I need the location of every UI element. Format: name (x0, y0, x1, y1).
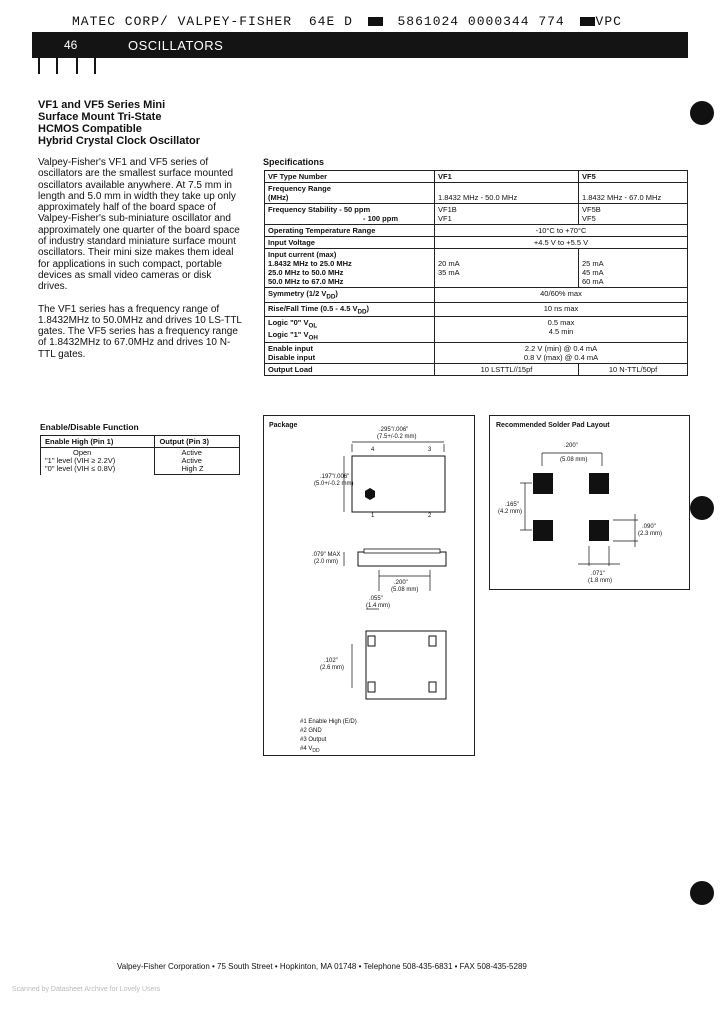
intro-paragraph: The VF1 series has a frequency range of 1.8432MHz to 50.0MHz and drives 10 LS-TTL gates. The VF5 series has a frequency range of 1.8432MHz to 67.0MHz and drives 10 N-TTL gates. (38, 303, 242, 360)
logic0-value: 0.5 max (547, 318, 575, 327)
table-row (265, 204, 688, 225)
dim-pitch-mm: (5.08 mm) (391, 587, 419, 593)
table-row (265, 249, 688, 288)
enable-value: 2.2 V (min) @ 0.4 mA (524, 344, 598, 353)
table-cell (435, 343, 688, 364)
table-row (265, 343, 688, 364)
logic1-label: Logic "1" V (268, 329, 309, 339)
table-header: Output (Pin 3) (155, 436, 240, 448)
solder-drawing (490, 416, 689, 589)
binder-hole-icon (690, 101, 714, 125)
dim-right: .090" (642, 524, 656, 530)
pin-list (300, 718, 357, 756)
enable-level0: "0" level (VIH ≤ 0.8V) (45, 464, 116, 474)
dim-width-mm: (5.0+/-0.2 mm) (314, 481, 354, 487)
page-number: 46 (64, 38, 78, 52)
stab-50: - 50 ppm (339, 205, 371, 214)
header-suffix: VPC (595, 14, 622, 29)
table-cell: Rise/Fall Time (0.5 - 4.5 $V_{DD}$) (265, 302, 435, 317)
pin-item-sub: DD (312, 748, 320, 755)
cur-range: 50.0 MHz to 67.0 MHz (268, 277, 344, 286)
table-cell: Symmetry (1/2 $V_{DD}$) (265, 288, 435, 303)
dim-length: .295"/.006" (379, 427, 409, 433)
dim-bottom-mm: (1.8 mm) (588, 578, 612, 584)
table-cell: 40/60% max (435, 288, 688, 303)
dim-width: .197"/.006" (320, 474, 350, 480)
heading-line: HCMOS Compatible (38, 123, 142, 135)
dim-pitch: .200" (394, 580, 408, 586)
solder-pad-diagram (489, 415, 690, 590)
logic0-label: Logic "0" V (268, 318, 309, 327)
table-row (41, 448, 240, 475)
table-row (265, 183, 688, 204)
disable-value: 0.8 V (max) @ 0.4 mA (523, 353, 599, 362)
enable-label: Enable input (268, 344, 313, 353)
table-cell: Input Voltage (265, 237, 435, 249)
heading-line: VF1 and VF5 Series Mini (38, 99, 166, 111)
stab-vf1-50: VF1B (438, 205, 457, 214)
cur-label: Input current (max) (268, 250, 337, 259)
intro-paragraph: Valpey-Fisher's VF1 and VF5 series of oscillators are the smallest surface mounted oscillators available anywhere. At 7.5 mm in length and 5.0 mm in width they take up only approximately half of the board space of Valpey-Fisher's sub-miniature oscillator and approximately one quarter of the board space of industry standard miniature surface mount oscillators. Their mini size makes them ideal for applications in such compact, portable devices as small video cameras or disk drives. (38, 157, 240, 293)
dim-pad2-mm: (2.6 mm) (320, 665, 344, 671)
freq-label: Frequency Range (268, 184, 331, 193)
table-cell: 10 N-TTL/50pf (579, 364, 688, 376)
stab-label: Frequency Stability (268, 205, 338, 214)
table-cell (435, 204, 579, 225)
specs-table (264, 170, 688, 376)
dim-pad2: .102" (324, 658, 338, 664)
output-active: Active (181, 448, 202, 457)
heading-line: Hybrid Crystal Clock Oscillator (38, 135, 200, 147)
enable-open: Open (73, 448, 92, 458)
pin-item: #1 Enable High (E/D) (300, 719, 357, 725)
header-company: MATEC CORP/ VALPEY-FISHER (72, 14, 293, 29)
table-cell (579, 204, 688, 225)
cur-vf5: 60 mA (582, 277, 604, 286)
enable-title: Enable/Disable Function (40, 422, 139, 432)
pin-label: 4 (371, 447, 375, 453)
header-code: 64E D (308, 14, 353, 29)
table-row (41, 436, 240, 448)
black-block-icon (368, 17, 383, 26)
table-row (265, 364, 688, 376)
rise-sub: DD (357, 308, 367, 315)
stab-vf1-100: VF1 (438, 214, 452, 223)
cur-vf5: 25 mA (582, 259, 604, 268)
dim-height-mm: (2.0 mm) (314, 559, 338, 565)
disable-label: Disable input (268, 353, 316, 362)
dim-top: .200" (564, 443, 578, 449)
table-cell: +4.5 V to +5.5 V (435, 237, 688, 249)
package-title: Package (269, 422, 298, 429)
footer-text: Valpey-Fisher Corporation • 75 South Street • Hopkinton, MA 01748 • Telephone 508-435-6831 • FAX 508-435-5289 (117, 962, 527, 971)
pin-item: #3 Output (300, 737, 327, 743)
table-row (265, 171, 688, 183)
dim-pad: .055" (369, 596, 383, 602)
cur-range: 25.0 MHz to 50.0 MHz (268, 268, 344, 277)
sym-sub: DD (326, 293, 336, 301)
header-number: 5861024 0000344 774 (397, 14, 565, 29)
freq-unit: (MHz) (268, 193, 289, 202)
stab-vf5-100: VF5 (582, 214, 596, 223)
pin-item: #2 GND (300, 728, 322, 734)
logic0-sub: OL (308, 322, 318, 330)
table-row (265, 237, 688, 249)
table-cell: Operating Temperature Range (265, 225, 435, 237)
package-drawing (264, 416, 474, 755)
pin-item: #4 V (300, 746, 313, 752)
enable-level1: "1" level (VIH ≥ 2.2V) (45, 456, 116, 466)
table-cell (265, 317, 435, 343)
table-header: VF1 (435, 171, 579, 183)
package-diagram (263, 415, 475, 756)
table-cell (265, 343, 435, 364)
header-line (72, 14, 622, 29)
table-cell: 1.8432 MHz - 50.0 MHz (435, 183, 579, 204)
table-cell: Output Load (265, 364, 435, 376)
table-row (265, 317, 688, 343)
output-highz: High Z (181, 464, 204, 473)
heading-line: Surface Mount Tri-State (38, 111, 162, 123)
table-cell (265, 249, 435, 288)
rise-label: Rise/Fall Time (0.5 - 4.5 V (268, 303, 358, 313)
cur-vf5: 45 mA (582, 268, 604, 277)
table-cell (435, 317, 688, 343)
table-header: VF5 (579, 171, 688, 183)
table-cell: -10°C to +70°C (435, 225, 688, 237)
dim-top-mm: (5.08 mm) (560, 457, 588, 463)
table-row (265, 288, 688, 303)
binder-ticks (36, 58, 106, 76)
stab-100: - 100 ppm (363, 214, 399, 223)
binder-hole-icon (690, 881, 714, 905)
specs-title: Specifications (263, 157, 325, 167)
dim-pad-mm: (1.4 mm) (366, 603, 390, 609)
intro-text (38, 157, 243, 371)
dim-height: .079" MAX (312, 552, 341, 558)
table-cell (265, 183, 435, 204)
table-cell: 10 LSTTL//15pf (435, 364, 579, 376)
section-banner (32, 32, 688, 58)
table-cell: 10 ns max (435, 302, 688, 317)
stab-vf5-50: VF5B (582, 205, 601, 214)
dim-right-mm: (2.3 mm) (638, 531, 662, 537)
dim-bottom: .071" (591, 571, 605, 577)
table-cell (265, 204, 435, 225)
output-active: Active (181, 456, 202, 465)
table-cell (155, 448, 240, 475)
logic1-sub: OH (308, 334, 318, 341)
dim-length-mm: (7.5+/-0.2 mm) (377, 434, 417, 440)
pin-label: 1 (371, 513, 375, 519)
binder-hole-icon (690, 496, 714, 520)
cur-range: 1.8432 MHz to 25.0 MHz (268, 259, 352, 268)
scan-note: Scanned by Datasheet Archive for Lovely Users (12, 986, 161, 993)
pin-label: 3 (428, 447, 432, 453)
dim-left-mm: (4.2 mm) (498, 509, 522, 515)
table-header: VF Type Number (265, 171, 435, 183)
pin-label: 2 (428, 513, 432, 519)
logic1-value: 4.5 min (548, 327, 574, 336)
cur-vf1: 35 mA (438, 268, 460, 277)
table-cell (579, 249, 688, 288)
black-block-icon (580, 17, 595, 26)
table-header: Enable High (Pin 1) (41, 436, 155, 448)
table-cell (435, 249, 579, 288)
dim-left: .165" (505, 502, 519, 508)
table-cell (41, 448, 155, 475)
sym-label: Symmetry (1/2 V (268, 289, 327, 298)
table-row (265, 302, 688, 317)
table-cell: 1.8432 MHz - 67.0 MHz (579, 183, 688, 204)
solder-title: Recommended Solder Pad Layout (496, 422, 610, 429)
section-title: OSCILLATORS (128, 38, 224, 53)
product-heading (38, 99, 258, 147)
enable-table (40, 435, 240, 475)
table-row (265, 225, 688, 237)
cur-vf1: 20 mA (438, 259, 460, 268)
